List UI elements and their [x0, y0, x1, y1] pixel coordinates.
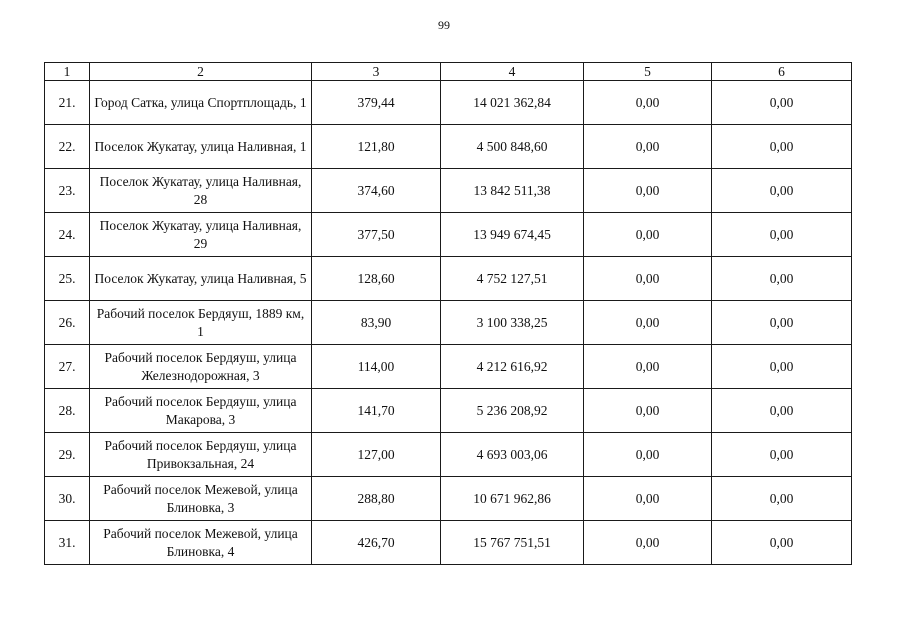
table-row	[45, 345, 852, 389]
value-cell-6: 0,00	[712, 81, 852, 125]
row-number-cell: 29.	[45, 433, 90, 477]
table-row	[45, 433, 852, 477]
address-cell: Город Сатка, улица Спортплощадь, 1	[90, 81, 312, 125]
row-number-cell: 30.	[45, 477, 90, 521]
address-cell: Рабочий поселок Бердяуш, улица Железнодорожная, 3	[90, 345, 312, 389]
value-cell-6: 0,00	[712, 521, 852, 565]
value-cell-5: 0,00	[584, 125, 712, 169]
table-row	[45, 125, 852, 169]
address-cell: Рабочий поселок Бердяуш, улица Привокзальная, 24	[90, 433, 312, 477]
row-number-cell: 22.	[45, 125, 90, 169]
row-number-cell: 23.	[45, 169, 90, 213]
header-row	[45, 63, 852, 81]
value-cell-4: 4 752 127,51	[441, 257, 584, 301]
table-row	[45, 521, 852, 565]
row-number-cell: 24.	[45, 213, 90, 257]
address-cell: Поселок Жукатау, улица Наливная, 1	[90, 125, 312, 169]
value-cell-5: 0,00	[584, 477, 712, 521]
value-cell-4: 13 949 674,45	[441, 213, 584, 257]
column-header: 1	[45, 63, 90, 81]
table-row	[45, 213, 852, 257]
table-body	[45, 81, 852, 565]
value-cell-6: 0,00	[712, 345, 852, 389]
value-cell-6: 0,00	[712, 257, 852, 301]
address-cell: Поселок Жукатау, улица Наливная, 28	[90, 169, 312, 213]
value-cell-4: 4 212 616,92	[441, 345, 584, 389]
value-cell-6: 0,00	[712, 301, 852, 345]
row-number-cell: 26.	[45, 301, 90, 345]
value-cell-3: 374,60	[312, 169, 441, 213]
value-cell-3: 114,00	[312, 345, 441, 389]
value-cell-3: 121,80	[312, 125, 441, 169]
address-cell: Рабочий поселок Бердяуш, 1889 км, 1	[90, 301, 312, 345]
row-number-cell: 28.	[45, 389, 90, 433]
row-number-cell: 27.	[45, 345, 90, 389]
value-cell-5: 0,00	[584, 389, 712, 433]
value-cell-3: 83,90	[312, 301, 441, 345]
row-number-cell: 31.	[45, 521, 90, 565]
value-cell-4: 3 100 338,25	[441, 301, 584, 345]
value-cell-6: 0,00	[712, 213, 852, 257]
row-number-cell: 25.	[45, 257, 90, 301]
value-cell-6: 0,00	[712, 125, 852, 169]
table-row	[45, 81, 852, 125]
value-cell-6: 0,00	[712, 389, 852, 433]
value-cell-4: 13 842 511,38	[441, 169, 584, 213]
table-row	[45, 301, 852, 345]
column-header: 2	[90, 63, 312, 81]
value-cell-6: 0,00	[712, 169, 852, 213]
address-cell: Рабочий поселок Межевой, улица Блиновка, 4	[90, 521, 312, 565]
value-cell-3: 379,44	[312, 81, 441, 125]
data-table	[44, 62, 852, 565]
table-row	[45, 169, 852, 213]
column-header: 3	[312, 63, 441, 81]
table-row	[45, 257, 852, 301]
value-cell-4: 4 500 848,60	[441, 125, 584, 169]
value-cell-4: 14 021 362,84	[441, 81, 584, 125]
value-cell-4: 5 236 208,92	[441, 389, 584, 433]
row-number-cell: 21.	[45, 81, 90, 125]
column-header: 6	[712, 63, 852, 81]
column-header: 4	[441, 63, 584, 81]
value-cell-5: 0,00	[584, 521, 712, 565]
value-cell-3: 127,00	[312, 433, 441, 477]
column-header: 5	[584, 63, 712, 81]
value-cell-3: 426,70	[312, 521, 441, 565]
value-cell-4: 4 693 003,06	[441, 433, 584, 477]
value-cell-3: 141,70	[312, 389, 441, 433]
value-cell-4: 10 671 962,86	[441, 477, 584, 521]
value-cell-3: 377,50	[312, 213, 441, 257]
table-row	[45, 477, 852, 521]
value-cell-3: 288,80	[312, 477, 441, 521]
address-cell: Рабочий поселок Бердяуш, улица Макарова, 3	[90, 389, 312, 433]
value-cell-3: 128,60	[312, 257, 441, 301]
address-cell: Поселок Жукатау, улица Наливная, 29	[90, 213, 312, 257]
table-row	[45, 389, 852, 433]
value-cell-5: 0,00	[584, 257, 712, 301]
value-cell-4: 15 767 751,51	[441, 521, 584, 565]
table-header	[45, 63, 852, 81]
address-cell: Поселок Жукатау, улица Наливная, 5	[90, 257, 312, 301]
value-cell-5: 0,00	[584, 301, 712, 345]
address-cell: Рабочий поселок Межевой, улица Блиновка, 3	[90, 477, 312, 521]
value-cell-5: 0,00	[584, 169, 712, 213]
value-cell-5: 0,00	[584, 433, 712, 477]
value-cell-5: 0,00	[584, 345, 712, 389]
value-cell-6: 0,00	[712, 433, 852, 477]
value-cell-6: 0,00	[712, 477, 852, 521]
value-cell-5: 0,00	[584, 81, 712, 125]
page-number: 99	[438, 18, 450, 32]
value-cell-5: 0,00	[584, 213, 712, 257]
